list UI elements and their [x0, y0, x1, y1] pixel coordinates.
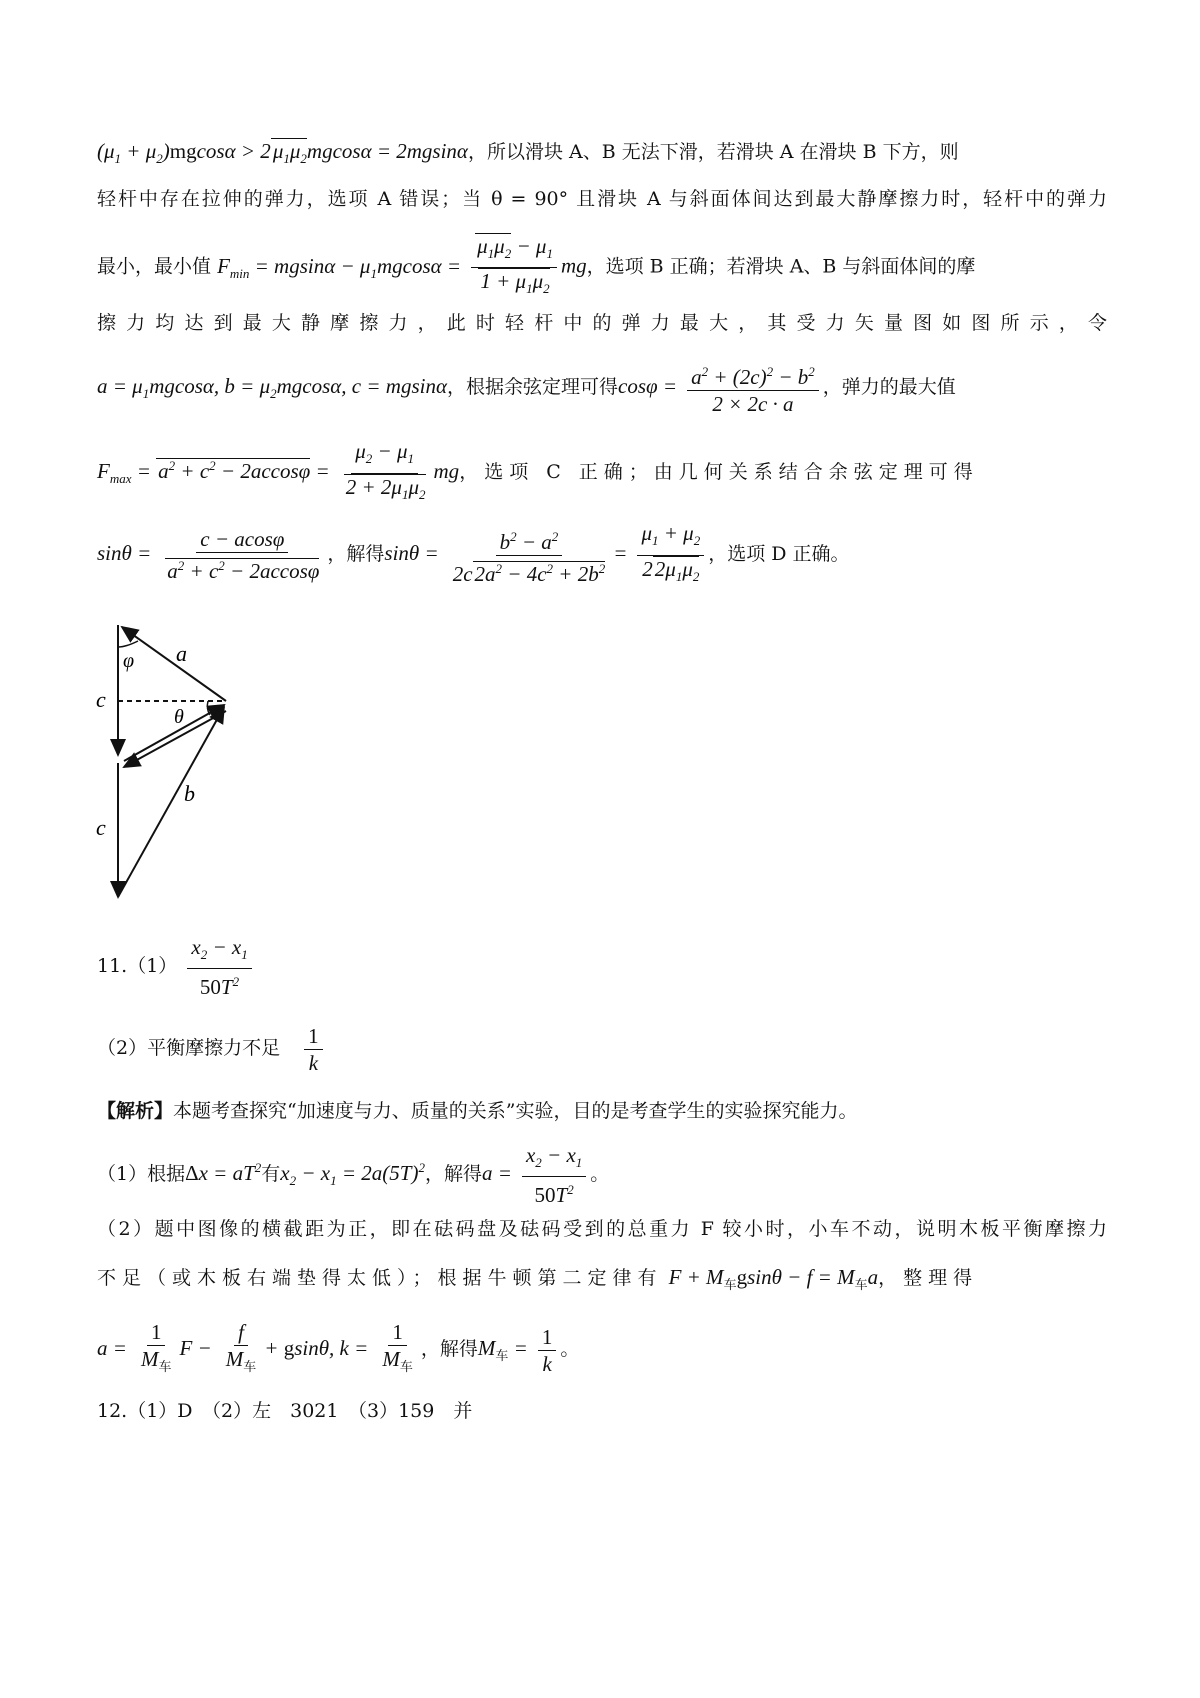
line-5-suffix: ，弹力的最大值	[822, 376, 956, 398]
q12-answer: 12.（1）D （2）左 3021 （3）159 并	[97, 1400, 473, 1422]
label-a: a	[176, 641, 187, 666]
fraction-f-over-m: $\frac{f}{M_车}$	[225, 1320, 257, 1375]
derivation-3-mid: ，解得	[420, 1338, 478, 1360]
line-1-text: ，所以滑块 A、B 无法下滑，若滑块 A 在滑块 B 下方，则	[467, 141, 959, 163]
formula-friction-inequality: $(\mu_1 + \mu_2)mgcos\alpha > 2\mu_1\mu_2mgcos\alpha = 2mgsin\alpha$	[97, 139, 468, 167]
solution-line-5: $a = \mu_1mgcos\alpha$, $b = \mu_2mgcos\alpha$, c = mgsinα，根据余弦定理可得cosφ = $\frac{a^2 + (2c)^2 - b^2}{2 \times 2c \cdot a}$ ，弹力的最大值	[97, 354, 1107, 418]
fraction-sin-theta-1: $\frac{c - acos\varphi}{a^2 + c^2 - 2accos\varphi}$	[167, 527, 320, 583]
fraction-q11-answer: $\frac{x_2 - x_1}{50T^2}$	[187, 934, 251, 1000]
label-b: b	[184, 781, 195, 806]
q11-part2-text: （2）平衡摩擦力不足	[97, 1037, 281, 1059]
q11-answer-2	[97, 1016, 1107, 1080]
angle-arc-theta	[207, 701, 210, 715]
line-7-suffix: ，选项 D 正确。	[708, 543, 850, 565]
fraction-cos-phi: $\frac{a^2 + (2c)^2 - b^2}{2 \times 2c \cdot a}$	[687, 359, 819, 417]
analysis-text: 本题考查探究“加速度与力、质量的关系”实验，目的是考查学生的实验探究能力。	[173, 1100, 858, 1122]
fraction-sin-theta-3: $\frac{\mu_1 + \mu_2}{22\mu_1\mu_2}$	[637, 520, 704, 589]
q11-analysis	[97, 1096, 1107, 1126]
fraction-one-over-k: $\frac{1}{k}$	[304, 1023, 323, 1076]
formula-abc-definitions: $a = \mu_1mgcos\alpha$, $b = \mu_2mgcos\alpha$, c = mgsinα	[97, 374, 447, 402]
q11-number: 11.（1）	[97, 955, 178, 978]
label-c-top: c	[96, 687, 106, 712]
solution-line-2: 轻杆中存在拉伸的弹力，选项 A 错误；当 θ = 90° 且滑块 A 与斜面体间达到最大静摩擦力时，轻杆中的弹力	[97, 188, 1107, 210]
q11-derivation-2-line-3: a = $\frac{1}{M_车}$ F − $\frac{f}{M_车}$ + gsinθ, k = $\frac{1}{M_车}$ ，解得$M_车$ = $\frac{1}{k}$ 。	[97, 1316, 1107, 1380]
derivation-1-prefix: （1）根据	[97, 1163, 186, 1185]
q11-answer-1	[97, 934, 1107, 1000]
q11-derivation-1: （1）根据$\Delta x = aT^2$有$x_2 - x_1 = 2a(5T)^2$，解得a = $\frac{x_2 - x_1}{50T^2}$ 。	[97, 1142, 610, 1208]
label-theta: θ	[174, 706, 184, 728]
fraction-one-over-m: $\frac{1}{M_车}$	[140, 1320, 172, 1375]
fraction-k: $\frac{1}{M_车}$	[382, 1320, 413, 1375]
line-7-middle: ，解得	[327, 543, 385, 565]
label-phi: φ	[123, 650, 135, 672]
solution-line-3: 最小，最小值 $F_{min} = mgsin\alpha - \mu_1mgcos\alpha$ = $\frac{\mu_1\mu_2 - \mu_1}{1 + \mu_1\mu_2}$ mg，选项 B 正确；若滑块 A、B 与斜面体间的摩	[97, 233, 1107, 293]
force-vector-diagram	[90, 615, 250, 915]
formula-fmin: $F_{min} = mgsin\alpha - \mu_1mgcos\alpha$ =	[217, 253, 462, 281]
solution-line-6: $F_{max} = a^2 + c^2 - 2accos\varphi$ = $\frac{\mu_2 - \mu_1}{2 + 2\mu_1\mu_2}$ mg，选项 C 正确；由几何关系结合余弦定理可得	[97, 434, 1107, 498]
fraction-m-result: $\frac{1}{k}$	[538, 1324, 557, 1377]
derivation-1-end: 。	[590, 1163, 610, 1185]
fraction-fmax: $\frac{\mu_2 - \mu_1}{2 + 2\mu_1\mu_2}$	[345, 439, 426, 502]
q11-derivation-2-line-1: （2）题中图像的横截距为正，即在砝码盘及砝码受到的总重力 F 较小时，小车不动，说明木板平衡摩擦力	[97, 1218, 1107, 1240]
solution-line-4: 擦力均达到最大静摩擦力，此时轻杆中的弹力最大，其受力矢量图如图所示，令	[97, 312, 1107, 334]
line-5-middle: ，根据余弦定理可得	[447, 376, 619, 398]
analysis-tag: 【解析】	[97, 1100, 174, 1122]
derivation-1-mid: 有	[261, 1163, 281, 1185]
solution-line-7: sinθ = $\frac{c - acos\varphi}{a^2 + c^2 - 2accos\varphi}$ ，解得sinθ = $\frac{b^2 - a^2}{2c2a^2 - 4c^2 + 2b^2}$ = $\frac{\mu_1 + \mu_2}{22\mu_1\mu_2}$ ，选项 D 正确。	[97, 520, 1107, 586]
solution-line-1	[97, 136, 1107, 174]
fraction-acceleration: $\frac{x_2 - x_1}{50T^2}$	[522, 1142, 586, 1208]
q11-derivation-2-line-2: 不足（或木板右端垫得太低）；根据牛顿第二定律有 $F + M_车gsin\theta - f = M_车a$，整理得	[97, 1265, 979, 1293]
fraction-fmin: $\frac{\mu_1\mu_2 - \mu_1}{1 + \mu_1\mu_2}$	[471, 233, 557, 302]
angle-arc-phi	[118, 641, 138, 647]
derivation-2-suffix: ，整理得	[878, 1267, 979, 1289]
fraction-sin-theta-2: $\frac{b^2 - a^2}{2c2a^2 - 4c^2 + 2b^2}$	[449, 524, 610, 587]
derivation-1-mid2: ，解得	[424, 1163, 482, 1185]
line-3-prefix: 最小，最小值	[97, 255, 212, 278]
line-3-suffix: ，选项 B 正确；若滑块 A、B 与斜面体间的摩	[586, 255, 976, 278]
label-c-bottom: c	[96, 815, 106, 840]
derivation-2-prefix: 不足（或木板右端垫得太低）；根据牛顿第二定律有	[97, 1267, 663, 1289]
line-6-suffix: ，选项 C 正确；由几何关系结合余弦定理可得	[459, 461, 979, 483]
vector-a	[122, 627, 226, 701]
formula-fmax: $F_{max} = a^2 + c^2 - 2accos\varphi$ =	[97, 458, 330, 487]
derivation-3-end: 。	[560, 1338, 580, 1360]
